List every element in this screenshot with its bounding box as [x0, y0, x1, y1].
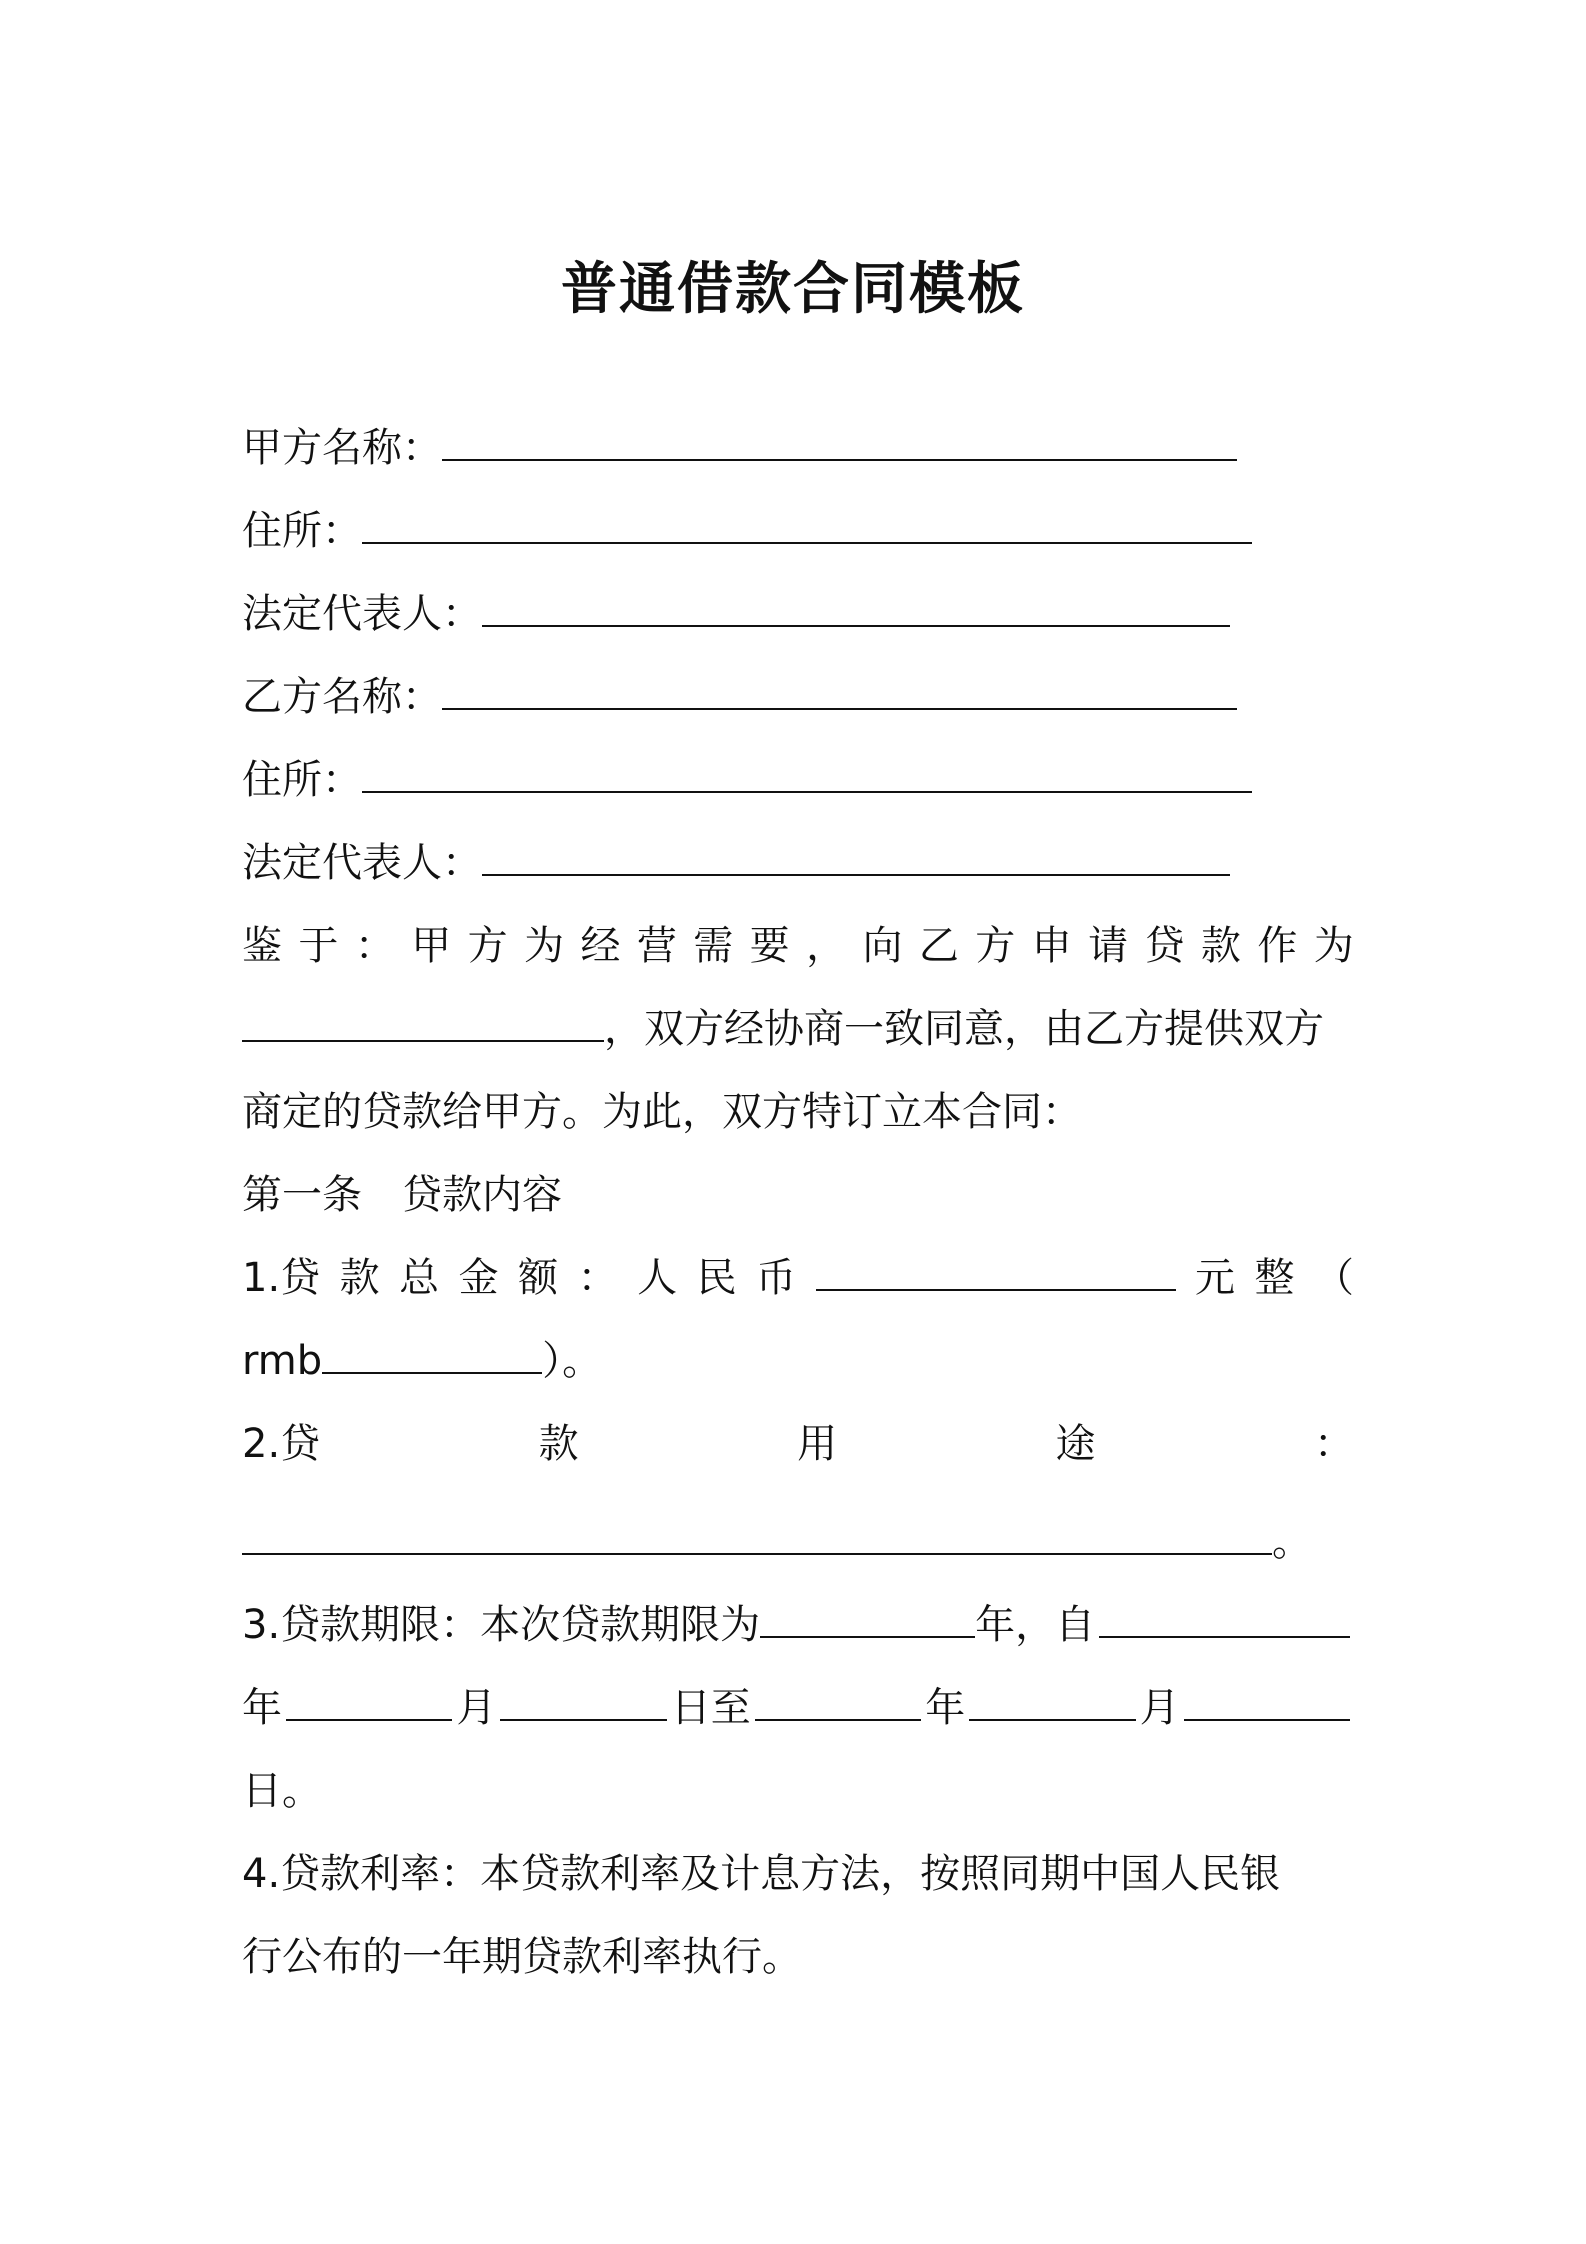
- loan-amount-rmb-blank[interactable]: [322, 1334, 542, 1374]
- whereas-line-1: [242, 918, 1354, 974]
- party-b-name-row: [242, 669, 1237, 725]
- party-a-address-blank[interactable]: [362, 504, 1252, 544]
- loan-use-blank[interactable]: [242, 1515, 1272, 1555]
- start-year-blank[interactable]: [1099, 1598, 1350, 1638]
- end-month-blank[interactable]: [969, 1681, 1135, 1721]
- item-1-char: ：: [577, 1255, 618, 1301]
- party-a-rep-row: [242, 586, 1230, 642]
- article-1-heading: 第一条 贷款内容: [242, 1172, 562, 1218]
- item-3-line-2: [242, 1680, 1354, 1736]
- loan-purpose-blank[interactable]: [242, 1002, 604, 1042]
- end-year-blank[interactable]: [755, 1681, 921, 1721]
- party-b-name-label: 乙方名称：: [242, 674, 442, 720]
- party-b-address-label: 住所：: [242, 757, 362, 803]
- whereas-char: ：: [354, 923, 395, 969]
- whereas-line-2-text: ，双方经协商一致同意，由乙方提供双方: [604, 1006, 1324, 1052]
- item-3-line-1: [242, 1597, 1354, 1653]
- whereas-char: 作: [1257, 923, 1298, 969]
- year-label-2: 年: [925, 1685, 966, 1731]
- loan-amount-blank[interactable]: [816, 1251, 1176, 1291]
- item-3-line-3: 日。: [242, 1768, 322, 1814]
- item-1-char: 币: [756, 1255, 797, 1301]
- item-1-line-1: [242, 1250, 1354, 1306]
- item-2-line-1: [242, 1416, 1354, 1472]
- end-day-blank[interactable]: [1184, 1681, 1350, 1721]
- whereas-char: 方: [467, 923, 508, 969]
- party-b-name-blank[interactable]: [442, 670, 1237, 710]
- whereas-line-2: [242, 1001, 1324, 1057]
- whereas-char: 方: [975, 923, 1016, 969]
- whereas-char: 甲: [411, 923, 452, 969]
- item-1-char: 人: [637, 1255, 678, 1301]
- item-3-prefix: 3.贷款期限：本次贷款期限为: [242, 1602, 761, 1648]
- whereas-char: 需: [693, 923, 734, 969]
- item-1-char: 元: [1195, 1255, 1236, 1301]
- party-a-address-row: [242, 503, 1252, 559]
- whereas-char: 款: [1200, 923, 1241, 969]
- party-b-rep-row: [242, 835, 1230, 891]
- item-1-char: 额: [518, 1255, 559, 1301]
- party-a-name-blank[interactable]: [442, 421, 1237, 461]
- party-b-rep-label: 法定代表人：: [242, 840, 482, 886]
- whereas-char: 申: [1031, 923, 1072, 969]
- item-2-char: 用: [797, 1421, 838, 1467]
- item-3-mid: 年，自: [975, 1602, 1096, 1648]
- party-a-rep-blank[interactable]: [482, 587, 1230, 627]
- month-label-2: 月: [1139, 1685, 1180, 1731]
- item-1-char: 民: [696, 1255, 737, 1301]
- month-label-1: 月: [456, 1685, 497, 1731]
- item-2-line-2: [242, 1514, 1312, 1570]
- item-2-char: 途: [1055, 1421, 1096, 1467]
- whereas-char: ，: [806, 923, 847, 969]
- item-2-char: 2.贷: [242, 1421, 321, 1467]
- whereas-char: 为: [1313, 923, 1354, 969]
- rmb-label: rmb: [242, 1338, 323, 1384]
- party-b-rep-blank[interactable]: [482, 836, 1230, 876]
- whereas-char: 乙: [918, 923, 959, 969]
- item-1-char: 金: [458, 1255, 499, 1301]
- item-1-line-2-suffix: ）。: [542, 1338, 603, 1384]
- whereas-char: 要: [749, 923, 790, 969]
- whereas-char: 于: [298, 923, 339, 969]
- year-label-1: 年: [242, 1685, 282, 1731]
- start-day-blank[interactable]: [500, 1681, 666, 1721]
- item-1-line-2: [242, 1333, 602, 1389]
- whereas-char: 经: [580, 923, 621, 969]
- whereas-char: 向: [862, 923, 903, 969]
- start-month-blank[interactable]: [286, 1681, 452, 1721]
- loan-term-years-blank[interactable]: [760, 1598, 975, 1638]
- item-1-char: （: [1313, 1255, 1354, 1301]
- item-2-char: ：: [1313, 1421, 1354, 1467]
- whereas-char: 请: [1088, 923, 1129, 969]
- party-b-address-row: [242, 752, 1252, 808]
- whereas-char: 鉴: [242, 923, 282, 969]
- document-title: 普通借款合同模板: [561, 257, 1025, 322]
- item-1-char: 款: [339, 1255, 380, 1301]
- whereas-char: 营: [636, 923, 677, 969]
- whereas-char: 贷: [1144, 923, 1185, 969]
- day-to-label: 日至: [670, 1685, 751, 1731]
- item-4-line-2: 行公布的一年期贷款利率执行。: [242, 1934, 802, 1980]
- item-1-char: 整: [1254, 1255, 1295, 1301]
- item-2-line-2-suffix: 。: [1272, 1519, 1312, 1565]
- item-4-line-1: 4.贷款利率：本贷款利率及计息方法，按照同期中国人民银: [242, 1851, 1281, 1897]
- whereas-char: 为: [524, 923, 565, 969]
- item-1-char: 总: [399, 1255, 440, 1301]
- item-2-char: 款: [538, 1421, 579, 1467]
- whereas-line-3: 商定的贷款给甲方。为此，双方特订立本合同：: [242, 1089, 1082, 1135]
- party-a-name-row: [242, 420, 1237, 476]
- party-a-address-label: 住所：: [242, 508, 362, 554]
- party-a-name-label: 甲方名称：: [242, 425, 442, 471]
- item-1-char: 1.贷: [242, 1255, 321, 1301]
- party-a-rep-label: 法定代表人：: [242, 591, 482, 637]
- party-b-address-blank[interactable]: [362, 753, 1252, 793]
